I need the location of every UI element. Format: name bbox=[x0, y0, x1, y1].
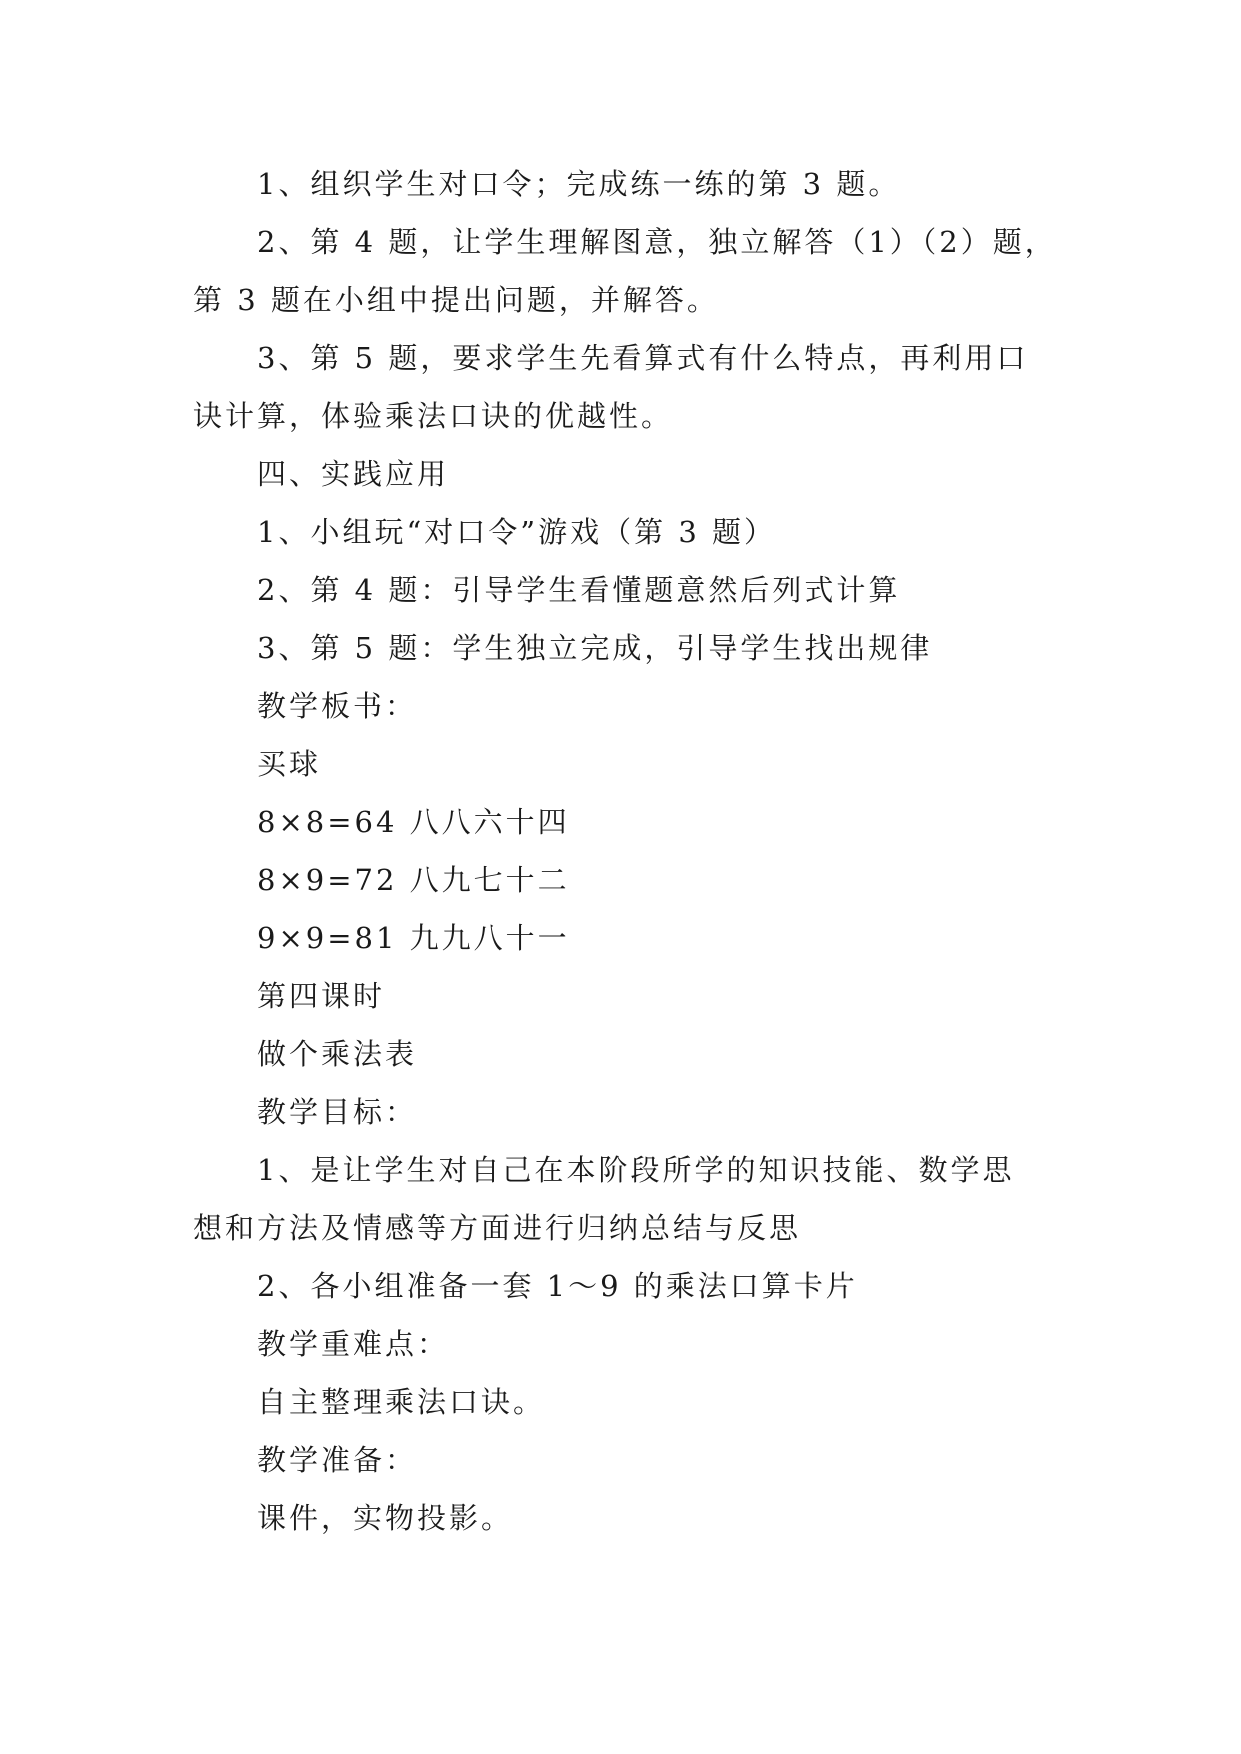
formula-line: 8×9=72 八九七十二 bbox=[257, 863, 570, 897]
text-line: 课件，实物投影。 bbox=[257, 1501, 514, 1535]
text-line: 2、第 4 题：引导学生看懂题意然后列式计算 bbox=[257, 573, 901, 607]
lesson-title: 做个乘法表 bbox=[257, 1037, 418, 1071]
text-line: 1、是让学生对自己在本阶段所学的知识技能、数学思 bbox=[257, 1153, 1015, 1187]
text-line: 2、第 4 题，让学生理解图意，独立解答（1）（2）题， bbox=[257, 225, 1057, 259]
text-line: 3、第 5 题，要求学生先看算式有什么特点，再利用口 bbox=[257, 341, 1029, 375]
formula-line: 8×8=64 八八六十四 bbox=[257, 805, 570, 839]
text-line: 第 3 题在小组中提出问题，并解答。 bbox=[193, 283, 719, 317]
text-line: 2、各小组准备一套 1～9 的乘法口算卡片 bbox=[257, 1269, 858, 1303]
section-heading: 教学目标： bbox=[257, 1095, 418, 1129]
section-heading: 第四课时 bbox=[257, 979, 386, 1013]
text-line: 自主整理乘法口诀。 bbox=[257, 1385, 546, 1419]
text-line: 诀计算，体验乘法口诀的优越性。 bbox=[193, 399, 674, 433]
section-heading: 教学板书： bbox=[257, 689, 418, 723]
section-heading: 四、实践应用 bbox=[257, 457, 450, 491]
document-body bbox=[193, 155, 1073, 1547]
text-line: 1、组织学生对口令；完成练一练的第 3 题。 bbox=[257, 167, 901, 201]
text-line: 1、小组玩“对口令”游戏（第 3 题） bbox=[257, 515, 776, 549]
section-heading: 教学准备： bbox=[257, 1443, 418, 1477]
text-line: 买球 bbox=[257, 747, 322, 781]
text-line: 想和方法及情感等方面进行归纳总结与反思 bbox=[193, 1211, 802, 1245]
formula-line: 9×9=81 九九八十一 bbox=[257, 921, 570, 955]
text-line: 3、第 5 题：学生独立完成，引导学生找出规律 bbox=[257, 631, 933, 665]
section-heading: 教学重难点： bbox=[257, 1327, 450, 1361]
